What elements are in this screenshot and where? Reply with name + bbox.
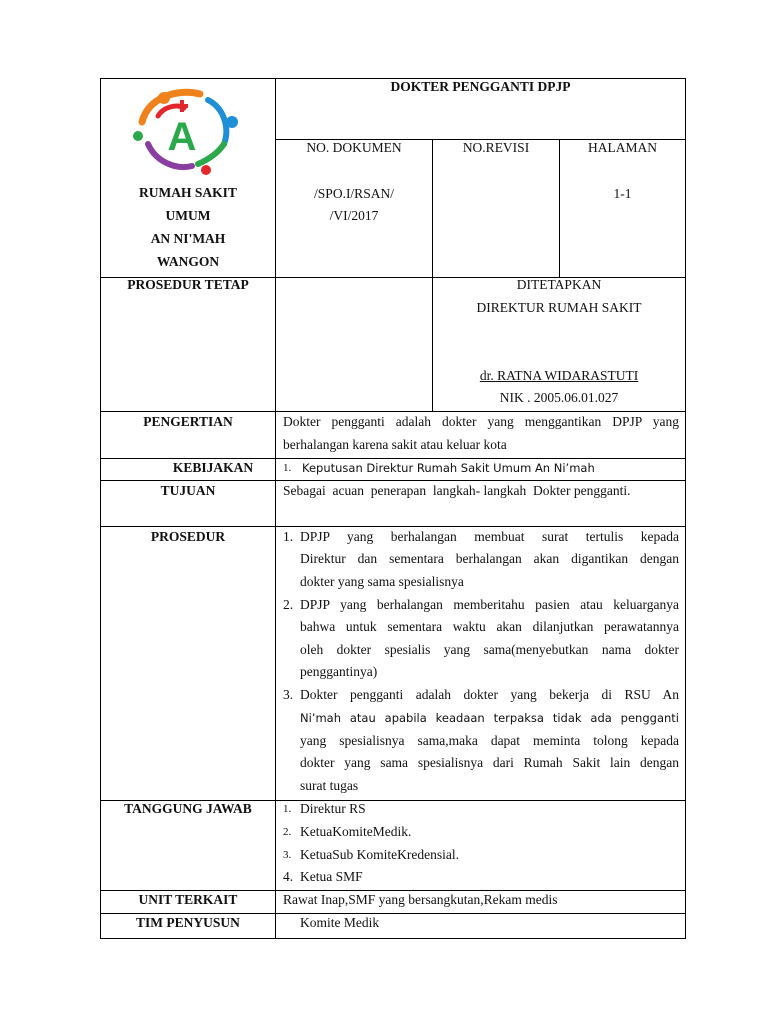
logo-cross-h <box>176 104 188 108</box>
tanggung-jawab-item-1-text: Direktur RS <box>300 801 366 816</box>
signer-nik: NIK . 2005.06.01.027 <box>499 390 619 405</box>
logo-figure-head-red <box>201 165 211 175</box>
tanggung-jawab-item-4-text: Ketua SMF <box>300 869 363 884</box>
hospital-name-line-4: WANGON <box>156 254 220 269</box>
no-dokumen-value-2: /VI/2017 <box>329 208 379 223</box>
no-dokumen-value-1: /SPO.I/RSAN/ <box>314 186 394 201</box>
logo-figure-head-green <box>133 131 143 141</box>
prosedur-item-3-line-3: yang spesialisnya sama,maka dapat meminta tolong kepada <box>300 733 679 748</box>
tanggung-jawab-item-2-number: 2. <box>283 826 292 838</box>
hospital-name-line-1: RUMAH SAKIT <box>139 185 237 200</box>
halaman-label: HALAMAN <box>588 140 657 155</box>
kebijakan-label: KEBIJAKAN <box>172 460 254 475</box>
prosedur-item-3-line-4: dokter yang sama spesialisnya dari Rumah Sakit lain dengan <box>300 755 679 770</box>
prosedur-item-3-number: 3. <box>283 687 294 702</box>
tujuan-text: Sebagai acuan penerapan langkah- langkah Dokter pengganti. <box>283 483 631 498</box>
pengertian-line-1: Dokter pengganti adalah dokter yang menggantikan DPJP yang <box>283 414 679 429</box>
tanggung-jawab-item-2-text: KetuaKomiteMedik. <box>300 824 412 839</box>
direktur-text: DIREKTUR RUMAH SAKIT <box>476 300 642 315</box>
prosedur-item-2-line-2: bahwa untuk sementara waktu akan dilanjutkan perawatannya <box>300 619 679 634</box>
prosedur-item-3-line-5: surat tugas <box>300 778 359 793</box>
prosedur-item-3-line-1: Dokter pengganti adalah dokter yang bekerja di RSU An <box>300 687 679 702</box>
tanggung-jawab-item-4-number: 4. <box>283 869 294 884</box>
document-title: DOKTER PENGGANTI DPJP <box>390 79 571 94</box>
prosedur-item-1-line-1: DPJP yang berhalangan membuat surat tertulis kepada <box>300 529 679 544</box>
hospital-name-line-3: AN NI'MAH <box>150 231 226 246</box>
pengertian-label: PENGERTIAN <box>143 414 233 429</box>
prosedur-item-1-line-3: dokter yang sama spesialisnya <box>300 574 464 589</box>
no-revisi-label: NO.REVISI <box>462 140 530 155</box>
prosedur-item-1-line-2: Direktur dan sementara berhalangan akan digantikan dengan <box>300 551 679 566</box>
ditetapkan-text: DITETAPKAN <box>516 277 602 292</box>
logo-blue-arc <box>208 100 226 144</box>
kebijakan-text: Keputusan Direktur Rumah Sakit Umum An Ni’mah <box>302 461 595 475</box>
tim-penyusun-label: TIM PENYUSUN <box>136 915 240 930</box>
tim-penyusun-text: Komite Medik <box>300 915 380 930</box>
hospital-logo <box>128 86 244 176</box>
tanggung-jawab-item-3-number: 3. <box>283 849 292 861</box>
kebijakan-number: 1. <box>283 462 292 474</box>
tujuan-label: TUJUAN <box>160 483 216 498</box>
prosedur-label: PROSEDUR <box>150 529 226 544</box>
prosedur-item-2-line-3: oleh dokter spesialis yang sama(menyebutkan nama dokter <box>300 642 679 657</box>
prosedur-item-1-number: 1. <box>283 529 294 544</box>
hospital-name-line-2: UMUM <box>165 208 211 223</box>
halaman-value: 1-1 <box>613 186 632 201</box>
logo-figure-head-blue <box>226 116 238 128</box>
no-dokumen-label: NO. DOKUMEN <box>306 140 402 155</box>
prosedur-item-3-line-2: Ni’mah atau apabila keadaan terpaksa tidak ada pengganti <box>300 711 679 725</box>
pengertian-line-2: berhalangan karena sakit atau keluar kota <box>283 437 507 452</box>
prosedur-item-2-number: 2. <box>283 597 294 612</box>
signer-name-text: dr. RATNA WIDARASTUTI <box>479 368 639 383</box>
logo-letter: A <box>167 115 197 159</box>
logo-figure-head-orange <box>158 92 170 104</box>
unit-terkait-label: UNIT TERKAIT <box>138 892 238 907</box>
logo-green-arc <box>198 144 224 164</box>
tanggung-jawab-item-1-number: 1. <box>283 803 292 815</box>
tanggung-jawab-label: TANGGUNG JAWAB <box>124 801 252 816</box>
unit-terkait-text: Rawat Inap,SMF yang bersangkutan,Rekam medis <box>283 892 558 907</box>
prosedur-item-2-line-4: penggantinya) <box>300 664 378 679</box>
tanggung-jawab-item-3-text: KetuaSub KomiteKredensial. <box>300 847 459 862</box>
signer-name <box>433 368 685 384</box>
prosedur-tetap-label: PROSEDUR TETAP <box>127 277 249 292</box>
prosedur-item-2-line-1: DPJP yang berhalangan memberitahu pasien atau keluarganya <box>300 597 679 612</box>
